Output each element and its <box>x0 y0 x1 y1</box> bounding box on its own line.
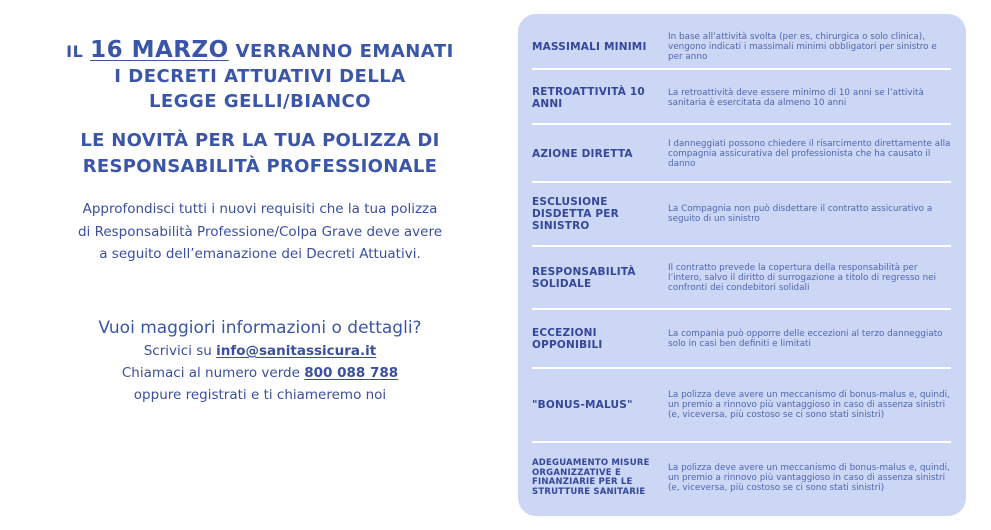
row-divider <box>532 245 951 247</box>
requirement-term: RESPONSABILITÀ SOLIDALE <box>532 266 636 290</box>
contact-register-text: oppure registrati e ti chiameremo noi <box>133 386 387 403</box>
subheadline-line-2: RESPONSABILITÀ PROFESSIONALE <box>82 156 438 177</box>
requirement-row <box>532 446 951 510</box>
row-divider <box>532 308 951 310</box>
subheadline <box>40 128 480 180</box>
contact-email-prefix: Scrivici su <box>143 342 217 359</box>
row-divider <box>532 181 951 183</box>
intro-line-3: a seguito dell’emanazione dei Decreti Attuativi. <box>99 246 421 262</box>
intro-line-1: Approfondisci tutti i nuovi requisiti che la tua polizza <box>82 201 438 217</box>
requirement-row <box>532 185 951 243</box>
requirement-description: Il contratto prevede la copertura della responsabilità per l’intero, salvo il diritto di surrogazione a titolo di regresso nei confronti dei condebitori solidali <box>668 262 937 294</box>
row-divider <box>532 367 951 369</box>
headline-line-3: LEGGE GELLI/BIANCO <box>148 91 372 112</box>
email-link[interactable]: info@sanitassicura.it <box>216 342 377 359</box>
requirement-row <box>532 127 951 181</box>
row-divider <box>532 68 951 70</box>
requirement-description: La Compagnia non può disdettare il contratto assicurativo a seguito di un sinistro <box>668 203 933 224</box>
requirement-description: I danneggiati possono chiedere il risarcimento direttamente alla compagnia assicurativa del professionista che ha causato il danno <box>668 138 951 170</box>
row-divider <box>532 123 951 125</box>
requirement-description: La retroattività deve essere minimo di 10 anni se l’attività sanitaria è esercitata da almeno 10 anni <box>668 87 924 108</box>
requirement-description: La polizza deve avere un meccanismo di bonus-malus e, quindi, un premio a rinnovo più vantaggioso in caso di assenza sinistri (e, viceversa, più costoso se ci sono stati sinistri) <box>668 462 950 494</box>
requirement-row <box>532 24 951 70</box>
requirement-description: La compania può opporre delle eccezioni al terzo danneggiato solo in casi ben definiti e limitati <box>668 328 943 349</box>
headline-line-1 <box>40 38 480 64</box>
row-divider <box>532 441 951 443</box>
requirement-row <box>532 249 951 307</box>
requirement-term: ESCLUSIONE DISDETTA PER SINISTRO <box>532 196 619 232</box>
requirements-panel <box>518 14 966 516</box>
headline-line-1-rest: VERRANNO EMANATI <box>235 41 454 62</box>
requirement-row <box>532 372 951 438</box>
headline-prefix: IL <box>66 42 84 61</box>
intro-text <box>40 198 480 266</box>
requirement-description: In base all’attività svolta (per es, chirurgica o solo clinica), vengono indicati i massimali minimi obbligatori per sinistro e per anno <box>668 31 937 63</box>
requirement-term: "BONUS-MALUS" <box>532 399 633 411</box>
requirement-term: ADEGUAMENTO MISURE ORGANIZZATIVE E FINANZIARIE PER LE STRUTTURE SANITARIE <box>532 458 650 497</box>
promo-section <box>40 38 480 406</box>
contact-phone-prefix: Chiamaci al numero verde <box>121 364 305 381</box>
contact-phone-line <box>40 362 480 384</box>
contact-title: Vuoi maggiori informazioni o dettagli? <box>98 317 422 338</box>
requirement-row <box>532 312 951 366</box>
requirement-term: RETROATTIVITÀ 10 ANNI <box>532 86 645 110</box>
headline-date: 16 MARZO <box>90 37 229 63</box>
intro-line-2: di Responsabilità Professione/Colpa Grave deve avere <box>77 223 443 240</box>
phone-link[interactable]: 800 088 788 <box>304 364 399 381</box>
headline <box>40 38 480 114</box>
subheadline-line-1: LE NOVITÀ PER LA TUA POLIZZA DI <box>80 130 440 151</box>
contact-email-line <box>40 340 480 362</box>
requirement-term: ECCEZIONI OPPONIBILI <box>532 327 603 351</box>
requirement-row <box>532 72 951 124</box>
requirement-term: MASSIMALI MINIMI <box>532 41 647 53</box>
requirement-description: La polizza deve avere un meccanismo di bonus-malus e, quindi, un premio a rinnovo più vantaggioso in caso di assenza sinistri (e, viceversa, più costoso se ci sono stati sinistri) <box>668 389 950 421</box>
headline-line-2: I DECRETI ATTUATIVI DELLA <box>114 66 406 87</box>
requirement-term: AZIONE DIRETTA <box>532 148 633 160</box>
